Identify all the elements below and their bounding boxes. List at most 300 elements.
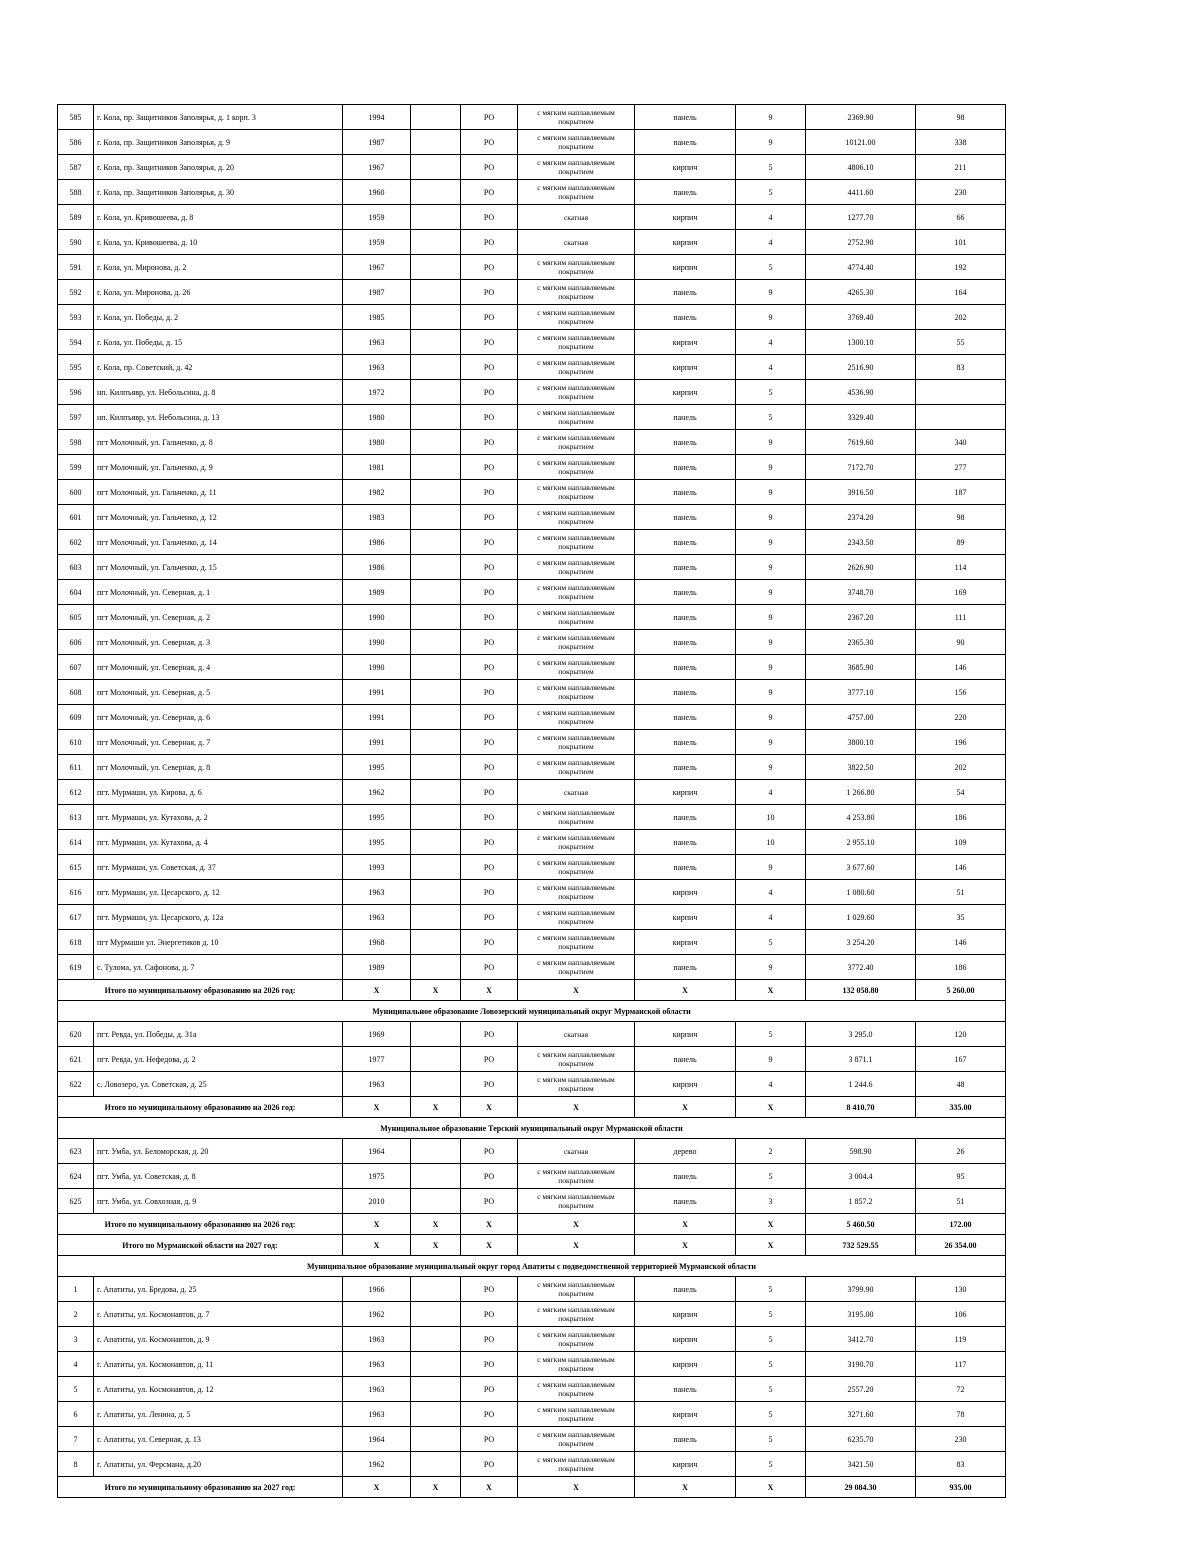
roof-type-cell: с мягким наплавляемым покрытием [518,1427,635,1452]
year-cell: 1969 [343,1022,411,1047]
wall-material-cell: панель [635,605,736,630]
residents-cell: 72 [916,1377,1006,1402]
residents-cell: 66 [916,205,1006,230]
total-x-cell: X [343,1235,411,1256]
table-row [58,330,1006,355]
empty-cell [411,330,461,355]
table-row [58,1427,1006,1452]
residents-cell: 114 [916,555,1006,580]
empty-cell [411,555,461,580]
wall-material-cell: кирпич [635,380,736,405]
program-cell: РО [461,205,518,230]
floors-cell: 5 [736,1022,806,1047]
wall-material-cell: панель [635,430,736,455]
register-table [57,104,1006,1498]
roof-type-cell: с мягким наплавляемым покрытием [518,380,635,405]
wall-material-cell: кирпич [635,905,736,930]
residents-cell: 340 [916,430,1006,455]
total-x-cell: X [736,1235,806,1256]
program-cell: РО [461,555,518,580]
floors-cell: 5 [736,1452,806,1477]
empty-cell [411,280,461,305]
floors-cell: 9 [736,655,806,680]
section-header-row [58,1256,1006,1277]
table-row [58,555,1006,580]
roof-type-cell: с мягким наплавляемым покрытием [518,680,635,705]
area-cell: 2557.20 [806,1377,916,1402]
empty-cell [411,1427,461,1452]
program-cell: РО [461,530,518,555]
row-number-cell: 4 [58,1352,94,1377]
year-cell: 1990 [343,630,411,655]
residents-cell: 117 [916,1352,1006,1377]
table-row [58,1047,1006,1072]
wall-material-cell: панель [635,1047,736,1072]
year-cell: 1967 [343,255,411,280]
address-cell: пгт Молочный, ул. Северная, д. 8 [94,755,343,780]
year-cell: 1987 [343,280,411,305]
address-cell: пгт. Мурмаши, ул. Цесарского, д. 12а [94,905,343,930]
floors-cell: 5 [736,1352,806,1377]
program-cell: РО [461,1277,518,1302]
section-title: Муниципальное образование муниципальный округ город Апатиты с подведомственной территорией Мурманской области [58,1256,1006,1277]
wall-material-cell: панель [635,705,736,730]
empty-cell [411,855,461,880]
residents-cell: 109 [916,830,1006,855]
address-cell: пгт. Ревда, ул. Победы, д. 31а [94,1022,343,1047]
roof-type-cell: с мягким наплавляемым покрытием [518,1277,635,1302]
total-residents-cell: 5 260.00 [916,980,1006,1001]
area-cell: 3799.90 [806,1277,916,1302]
floors-cell: 5 [736,930,806,955]
area-cell: 10121.00 [806,130,916,155]
area-cell: 3800.10 [806,730,916,755]
row-number-cell: 606 [58,630,94,655]
row-number-cell: 607 [58,655,94,680]
row-number-cell: 598 [58,430,94,455]
address-cell: пгт. Ревда, ул. Нефедова, д. 2 [94,1047,343,1072]
wall-material-cell: панель [635,305,736,330]
table-row [58,905,1006,930]
total-row [58,1214,1006,1235]
program-cell: РО [461,1352,518,1377]
residents-cell: 83 [916,355,1006,380]
year-cell: 1990 [343,655,411,680]
wall-material-cell: панель [635,530,736,555]
year-cell: 1960 [343,180,411,205]
roof-type-cell: с мягким наплавляемым покрытием [518,1352,635,1377]
area-cell: 2374.20 [806,505,916,530]
row-number-cell: 618 [58,930,94,955]
address-cell: пгт Молочный, ул. Гальченко, д. 11 [94,480,343,505]
table-row [58,405,1006,430]
address-cell: г. Кола, ул. Кривошеева, д. 10 [94,230,343,255]
residents-cell: 111 [916,605,1006,630]
total-x-cell: X [461,980,518,1001]
year-cell: 1963 [343,355,411,380]
residents-cell: 230 [916,180,1006,205]
program-cell: РО [461,930,518,955]
table-row [58,830,1006,855]
row-number-cell: 595 [58,355,94,380]
floors-cell: 9 [736,305,806,330]
floors-cell: 5 [736,1302,806,1327]
year-cell: 1963 [343,905,411,930]
wall-material-cell: кирпич [635,155,736,180]
empty-cell [411,230,461,255]
area-cell: 1 857.2 [806,1189,916,1214]
wall-material-cell: панель [635,1377,736,1402]
empty-cell [411,1047,461,1072]
address-cell: пгт. Мурмаши, ул. Кирова, д. 6 [94,780,343,805]
area-cell: 1 080.60 [806,880,916,905]
table-row [58,655,1006,680]
table-row [58,805,1006,830]
residents-cell: 78 [916,1402,1006,1427]
residents-cell: 146 [916,655,1006,680]
area-cell: 2369.90 [806,105,916,130]
year-cell: 1994 [343,105,411,130]
total-x-cell: X [411,1477,461,1498]
empty-cell [411,1189,461,1214]
address-cell: нп. Килпъявр, ул. Небольсина, д. 8 [94,380,343,405]
program-cell: РО [461,805,518,830]
floors-cell: 5 [736,155,806,180]
program-cell: РО [461,505,518,530]
empty-cell [411,205,461,230]
table-row [58,255,1006,280]
address-cell: г. Кола, ул. Миронова, д. 2 [94,255,343,280]
floors-cell: 5 [736,1164,806,1189]
area-cell: 3916.50 [806,480,916,505]
wall-material-cell: панель [635,455,736,480]
floors-cell: 5 [736,1402,806,1427]
total-x-cell: X [461,1097,518,1118]
address-cell: г. Кола, ул. Миронова, д. 26 [94,280,343,305]
total-x-cell: X [343,1097,411,1118]
year-cell: 1991 [343,730,411,755]
program-cell: РО [461,130,518,155]
empty-cell [411,1164,461,1189]
floors-cell: 5 [736,1277,806,1302]
roof-type-cell: с мягким наплавляемым покрытием [518,1377,635,1402]
address-cell: пгт Молочный, ул. Гальченко, д. 15 [94,555,343,580]
address-cell: г. Апатиты, ул. Ленина, д. 5 [94,1402,343,1427]
floors-cell: 10 [736,830,806,855]
area-cell: 3 295.0 [806,1022,916,1047]
roof-type-cell: с мягким наплавляемым покрытием [518,1452,635,1477]
empty-cell [411,155,461,180]
year-cell: 1967 [343,155,411,180]
roof-type-cell: с мягким наплавляемым покрытием [518,155,635,180]
area-cell: 3 254.20 [806,930,916,955]
year-cell: 1995 [343,805,411,830]
floors-cell: 9 [736,730,806,755]
roof-type-cell: с мягким наплавляемым покрытием [518,130,635,155]
empty-cell [411,630,461,655]
empty-cell [411,1072,461,1097]
program-cell: РО [461,1302,518,1327]
area-cell: 4757.00 [806,705,916,730]
roof-type-cell: с мягким наплавляемым покрытием [518,755,635,780]
floors-cell: 4 [736,905,806,930]
row-number-cell: 604 [58,580,94,605]
row-number-cell: 1 [58,1277,94,1302]
program-cell: РО [461,1047,518,1072]
address-cell: г. Апатиты, ул. Космонавтов, д. 9 [94,1327,343,1352]
address-cell: пгт Молочный, ул. Северная, д. 4 [94,655,343,680]
total-label: Итого по муниципальному образованию на 2026 год: [58,980,343,1001]
floors-cell: 9 [736,955,806,980]
year-cell: 1989 [343,955,411,980]
area-cell: 2516.90 [806,355,916,380]
floors-cell: 10 [736,805,806,830]
wall-material-cell: панель [635,1189,736,1214]
roof-type-cell: с мягким наплавляемым покрытием [518,655,635,680]
address-cell: г. Кола, ул. Кривошеева, д. 8 [94,205,343,230]
total-x-cell: X [635,1214,736,1235]
row-number-cell: 5 [58,1377,94,1402]
floors-cell: 9 [736,530,806,555]
row-number-cell: 600 [58,480,94,505]
row-number-cell: 608 [58,680,94,705]
roof-type-cell: скатная [518,230,635,255]
program-cell: РО [461,705,518,730]
address-cell: пгт Молочный, ул. Северная, д. 2 [94,605,343,630]
address-cell: г. Кола, пр. Советский, д. 42 [94,355,343,380]
floors-cell: 5 [736,380,806,405]
floors-cell: 4 [736,330,806,355]
row-number-cell: 611 [58,755,94,780]
address-cell: г. Кола, пр. Защитников Заполярья, д. 30 [94,180,343,205]
wall-material-cell: панель [635,655,736,680]
total-x-cell: X [736,1214,806,1235]
empty-cell [411,505,461,530]
residents-cell [916,405,1006,430]
address-cell: пгт Молочный, ул. Гальченко, д. 9 [94,455,343,480]
year-cell: 1964 [343,1427,411,1452]
row-number-cell: 613 [58,805,94,830]
empty-cell [411,355,461,380]
area-cell: 2 955.10 [806,830,916,855]
area-cell: 2343.50 [806,530,916,555]
row-number-cell: 617 [58,905,94,930]
floors-cell: 4 [736,880,806,905]
area-cell: 4774.40 [806,255,916,280]
total-residents-cell: 26 354.00 [916,1235,1006,1256]
roof-type-cell: с мягким наплавляемым покрытием [518,580,635,605]
row-number-cell: 624 [58,1164,94,1189]
roof-type-cell: с мягким наплавляемым покрытием [518,105,635,130]
table-row [58,705,1006,730]
table-row [58,780,1006,805]
program-cell: РО [461,830,518,855]
year-cell: 1987 [343,130,411,155]
table-row [58,1377,1006,1402]
address-cell: пгт Молочный, ул. Гальченко, д. 14 [94,530,343,555]
year-cell: 1981 [343,455,411,480]
address-cell: г. Кола, ул. Победы, д. 15 [94,330,343,355]
residents-cell: 220 [916,705,1006,730]
empty-cell [411,1352,461,1377]
roof-type-cell: скатная [518,205,635,230]
area-cell: 3 871.1 [806,1047,916,1072]
total-residents-cell: 172.00 [916,1214,1006,1235]
total-x-cell: X [518,1214,635,1235]
address-cell: г. Апатиты, ул. Космонавтов, д. 12 [94,1377,343,1402]
roof-type-cell: с мягким наплавляемым покрытием [518,955,635,980]
program-cell: РО [461,880,518,905]
wall-material-cell: кирпич [635,1072,736,1097]
wall-material-cell: панель [635,730,736,755]
total-label: Итого по муниципальному образованию на 2026 год: [58,1097,343,1118]
empty-cell [411,1139,461,1164]
floors-cell: 2 [736,1139,806,1164]
wall-material-cell: кирпич [635,255,736,280]
floors-cell: 9 [736,580,806,605]
row-number-cell: 8 [58,1452,94,1477]
residents-cell: 83 [916,1452,1006,1477]
roof-type-cell: с мягким наплавляемым покрытием [518,1402,635,1427]
floors-cell: 5 [736,1427,806,1452]
program-cell: РО [461,1022,518,1047]
address-cell: нп. Килпъявр, ул. Небольсина, д. 13 [94,405,343,430]
floors-cell: 5 [736,180,806,205]
residents-cell: 51 [916,1189,1006,1214]
floors-cell: 3 [736,1189,806,1214]
wall-material-cell: панель [635,480,736,505]
year-cell: 1966 [343,1277,411,1302]
program-cell: РО [461,1452,518,1477]
program-cell: РО [461,305,518,330]
section-header-row [58,1001,1006,1022]
row-number-cell: 7 [58,1427,94,1452]
year-cell: 1995 [343,755,411,780]
year-cell: 1986 [343,530,411,555]
area-cell: 3777.10 [806,680,916,705]
floors-cell: 9 [736,480,806,505]
table-row [58,380,1006,405]
address-cell: г. Апатиты, ул. Космонавтов, д. 7 [94,1302,343,1327]
program-cell: РО [461,605,518,630]
area-cell: 2752.90 [806,230,916,255]
address-cell: пгт Молочный, ул. Северная, д. 1 [94,580,343,605]
empty-cell [411,605,461,630]
row-number-cell: 619 [58,955,94,980]
row-number-cell: 616 [58,880,94,905]
row-number-cell: 593 [58,305,94,330]
address-cell: пгт. Мурмаши, ул. Цесарского, д. 12 [94,880,343,905]
address-cell: г. Кола, ул. Победы, д. 2 [94,305,343,330]
area-cell: 4 253.80 [806,805,916,830]
program-cell: РО [461,655,518,680]
row-number-cell: 596 [58,380,94,405]
floors-cell: 9 [736,505,806,530]
area-cell: 2367.20 [806,605,916,630]
wall-material-cell: панель [635,1277,736,1302]
year-cell: 1963 [343,1327,411,1352]
row-number-cell: 594 [58,330,94,355]
table-row [58,355,1006,380]
program-cell: РО [461,730,518,755]
floors-cell: 9 [736,455,806,480]
total-label: Итого по муниципальному образованию на 2026 год: [58,1214,343,1235]
empty-cell [411,1277,461,1302]
wall-material-cell: панель [635,555,736,580]
year-cell: 1983 [343,505,411,530]
program-cell: РО [461,355,518,380]
roof-type-cell: с мягким наплавляемым покрытием [518,180,635,205]
address-cell: пгт. Умба, ул. Совхозная, д. 9 [94,1189,343,1214]
residents-cell: 130 [916,1277,1006,1302]
year-cell: 1975 [343,1164,411,1189]
table-row [58,430,1006,455]
empty-cell [411,1452,461,1477]
year-cell: 1991 [343,705,411,730]
table-row [58,1164,1006,1189]
address-cell: пгт. Мурмаши, ул. Советская, д. 37 [94,855,343,880]
area-cell: 4265.30 [806,280,916,305]
roof-type-cell: с мягким наплавляемым покрытием [518,930,635,955]
roof-type-cell: скатная [518,1022,635,1047]
table-row [58,1189,1006,1214]
table-row [58,1072,1006,1097]
empty-cell [411,805,461,830]
table-row [58,105,1006,130]
table-row [58,230,1006,255]
program-cell: РО [461,855,518,880]
table-row [58,880,1006,905]
address-cell: с. Тулома, ул. Сафонова, д. 7 [94,955,343,980]
area-cell: 3 677.60 [806,855,916,880]
table-row [58,530,1006,555]
program-cell: РО [461,780,518,805]
wall-material-cell: дерево [635,1139,736,1164]
roof-type-cell: с мягким наплавляемым покрытием [518,405,635,430]
program-cell: РО [461,255,518,280]
row-number-cell: 590 [58,230,94,255]
table-row [58,930,1006,955]
program-cell: РО [461,1189,518,1214]
table-row [58,730,1006,755]
residents-cell: 338 [916,130,1006,155]
address-cell: г. Кола, пр. Защитников Заполярья, д. 20 [94,155,343,180]
program-cell: РО [461,180,518,205]
roof-type-cell: с мягким наплавляемым покрытием [518,530,635,555]
area-cell: 1 029.60 [806,905,916,930]
wall-material-cell: кирпич [635,880,736,905]
row-number-cell: 621 [58,1047,94,1072]
program-cell: РО [461,1164,518,1189]
roof-type-cell: с мягким наплавляемым покрытием [518,830,635,855]
residents-cell: 164 [916,280,1006,305]
address-cell: с. Ловозеро, ул. Советская, д. 25 [94,1072,343,1097]
floors-cell: 5 [736,255,806,280]
empty-cell [411,1402,461,1427]
table-row [58,580,1006,605]
program-cell: РО [461,630,518,655]
row-number-cell: 605 [58,605,94,630]
floors-cell: 9 [736,105,806,130]
wall-material-cell: панель [635,955,736,980]
residents-cell: 187 [916,480,1006,505]
table-row [58,1327,1006,1352]
residents-cell: 106 [916,1302,1006,1327]
year-cell: 1980 [343,430,411,455]
total-x-cell: X [736,1477,806,1498]
residents-cell: 120 [916,1022,1006,1047]
residents-cell: 54 [916,780,1006,805]
